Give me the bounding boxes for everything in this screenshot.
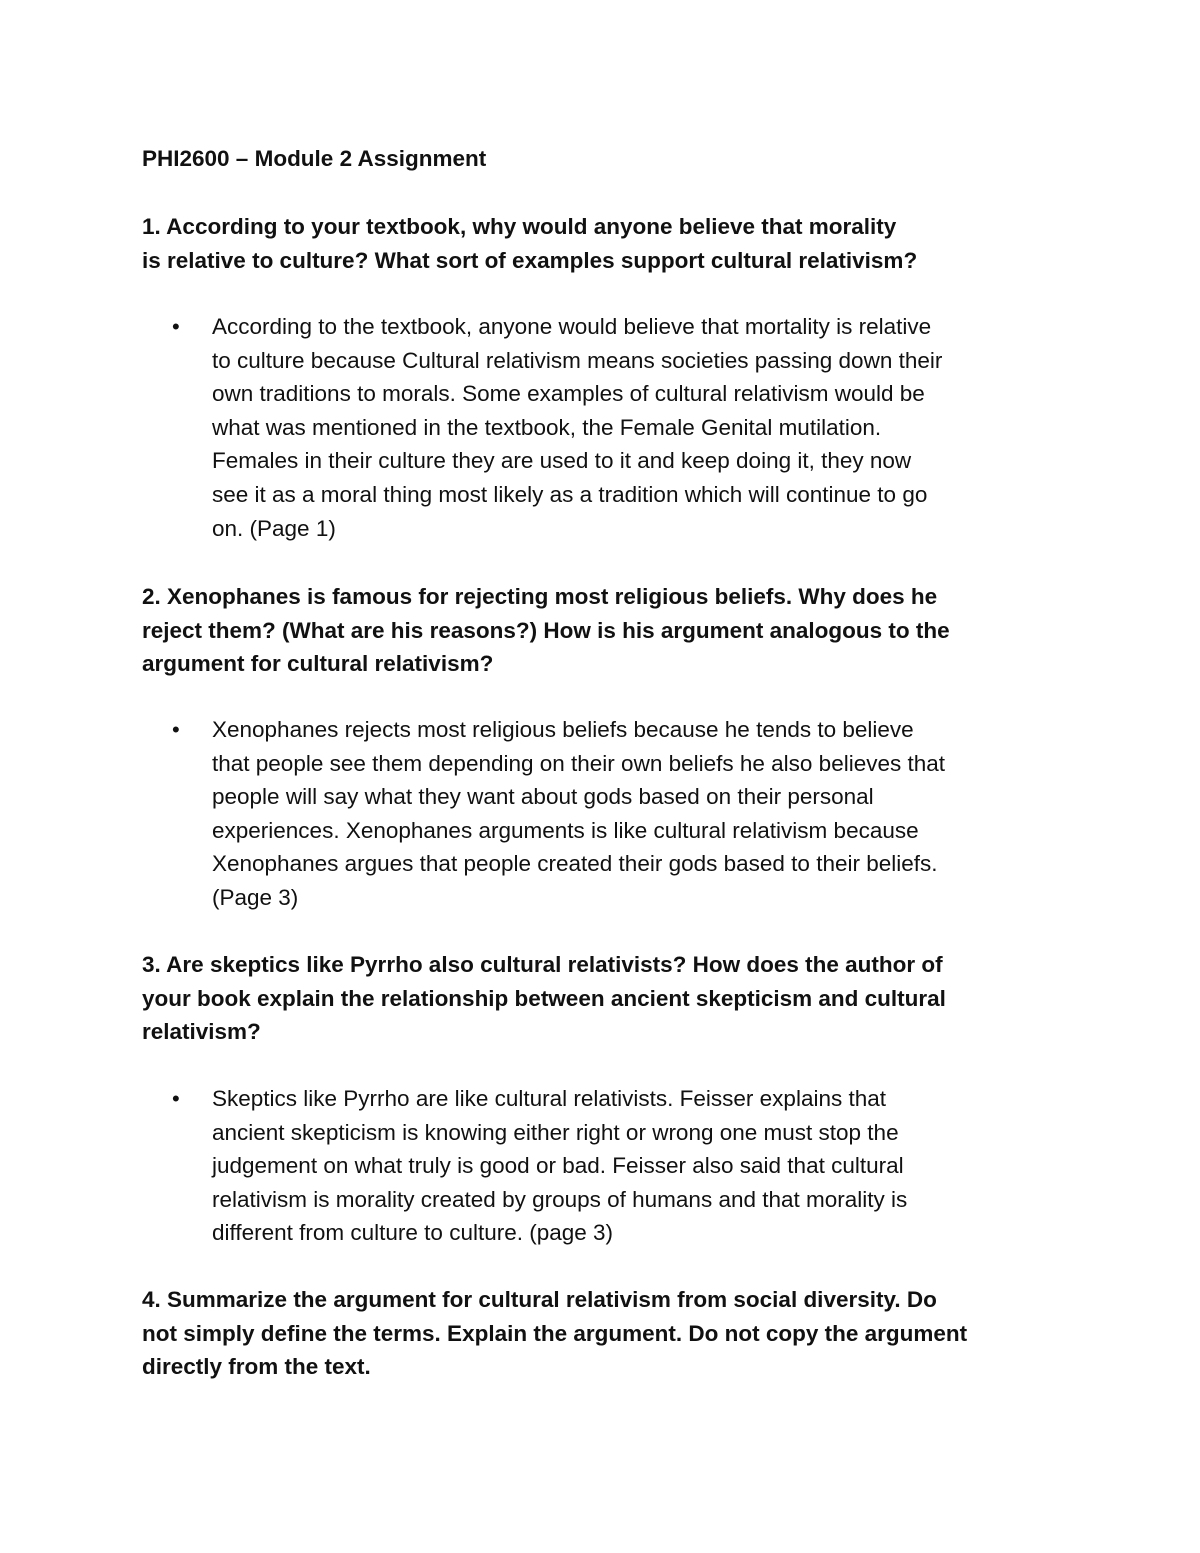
answer-3 [212, 1082, 1072, 1250]
answer-line: what was mentioned in the textbook, the Female Genital mutilation. [212, 414, 882, 440]
question-line: not simply define the terms. Explain the argument. Do not copy the argument [142, 1320, 968, 1346]
answer-1 [212, 310, 1072, 545]
question-line: reject them? (What are his reasons?) How is his argument analogous to the [142, 617, 950, 643]
answer-line: own traditions to morals. Some examples of cultural relativism would be [212, 381, 925, 407]
answer-line: on. (Page 1) [212, 515, 336, 541]
question-line: 3. Are skeptics like Pyrrho also cultural relativists? How does the author of [142, 952, 943, 977]
question-4 [142, 1283, 1062, 1384]
question-line: 1. According to your textbook, why would anyone believe that morality [142, 214, 897, 239]
answer-line: ancient skepticism is knowing either right or wrong one must stop the [212, 1119, 899, 1145]
question-line: 2. Xenophanes is famous for rejecting most religious beliefs. Why does he [142, 584, 938, 609]
question-line: argument for cultural relativism? [142, 651, 494, 677]
question-line: your book explain the relationship between ancient skepticism and cultural [142, 985, 946, 1011]
answer-line: different from culture to culture. (page 3) [212, 1220, 614, 1246]
answer-line: see it as a moral thing most likely as a tradition which will continue to go [212, 481, 928, 507]
question-line: relativism? [142, 1019, 261, 1045]
question-line: directly from the text. [142, 1354, 371, 1380]
answer-line: Xenophanes rejects most religious beliefs because he tends to believe [212, 717, 914, 742]
bullet-icon: • [172, 1086, 180, 1111]
question-line: 4. Summarize the argument for cultural relativism from social diversity. Do [142, 1287, 937, 1312]
question-1 [142, 210, 1062, 277]
question-3 [142, 948, 1062, 1049]
document-title: PHI2600 – Module 2 Assignment [142, 146, 487, 171]
answer-line: According to the textbook, anyone would believe that mortality is relative [212, 314, 932, 339]
answer-line: that people see them depending on their own beliefs he also believes that [212, 750, 946, 776]
answer-line: Xenophanes argues that people created their gods based to their beliefs. [212, 851, 938, 877]
answer-line: to culture because Cultural relativism means societies passing down their [212, 347, 943, 373]
answer-line: experiences. Xenophanes arguments is like cultural relativism because [212, 817, 919, 843]
answer-2 [212, 713, 1072, 915]
answer-line: Females in their culture they are used to it and keep doing it, they now [212, 448, 912, 474]
answer-line: Skeptics like Pyrrho are like cultural relativists. Feisser explains that [212, 1086, 887, 1111]
bullet-icon: • [172, 314, 180, 339]
answer-line: (Page 3) [212, 884, 299, 910]
question-2 [142, 580, 1062, 681]
answer-line: judgement on what truly is good or bad. Feisser also said that cultural [212, 1153, 904, 1179]
answer-line: people will say what they want about gods based on their personal [212, 784, 874, 810]
question-line: is relative to culture? What sort of examples support cultural relativism? [142, 247, 918, 273]
bullet-icon: • [172, 717, 180, 742]
answer-line: relativism is morality created by groups of humans and that morality is [212, 1186, 908, 1212]
